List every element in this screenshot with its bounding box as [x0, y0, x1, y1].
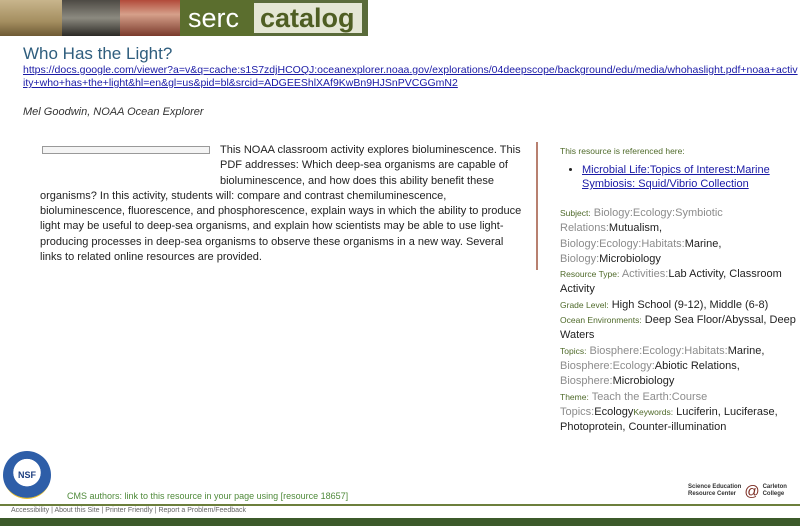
subject-group-1[interactable]: Biology:Ecology:Symbiotic Relations:	[560, 207, 723, 235]
ocean-env-value[interactable]: Deep Sea Floor/Abyssal, Deep Waters	[560, 314, 796, 342]
topics-group-1[interactable]: Biosphere:Ecology:Habitats:	[589, 344, 728, 357]
footer-links[interactable]: Accessibility | About this Site | Printer Friendly | Report a Problem/Feedback	[11, 507, 246, 514]
footer-rule	[0, 504, 800, 506]
referenced-heading: This resource is referenced here:	[560, 146, 685, 156]
description-spacer	[40, 143, 220, 185]
subject-value-1[interactable]: Mutualism,	[608, 222, 663, 235]
serc-carleton-logo[interactable]	[688, 484, 787, 498]
serc-logo-block	[688, 484, 741, 498]
carleton-logo-line1: Carleton	[762, 484, 787, 490]
metadata-panel	[560, 206, 796, 435]
subject-value-2[interactable]: Marine,	[684, 237, 722, 250]
topics-group-3[interactable]: Biosphere:	[560, 375, 613, 388]
nsf-logo-text: NSF	[18, 470, 36, 480]
resource-url-container	[23, 64, 799, 90]
carleton-logo-line2: College	[762, 491, 785, 497]
sidebar-divider	[536, 142, 538, 270]
subject-group-2[interactable]: Biology:Ecology:Habitats:	[560, 237, 685, 250]
resource-type-key: Resource Type:	[560, 269, 620, 280]
serc-logo-text[interactable]: serc	[180, 0, 254, 36]
keywords-value[interactable]: Luciferin, Luciferase, Photoprotein, Counter-illumination	[560, 405, 778, 434]
resource-type-value[interactable]: Lab Activity, Classroom Activity	[560, 268, 782, 296]
page-footer	[0, 504, 800, 526]
resource-description	[40, 143, 522, 265]
serc-logo-line1: Science Education	[688, 484, 742, 490]
referenced-list	[568, 163, 800, 191]
subject-key: Subject:	[560, 208, 591, 218]
description-text: This NOAA classroom activity explores bioluminescence. This PDF addresses: Which deep-sea organisms are capable of bioluminescence, and how does this ability benefit these organisms? In this activity, students will: compare and contrast chemiluminescence, bioluminescence, fluorescence, and phosphorescence, explain ways in which the ability to produce light may be useful to deep-sea organisms, and explain how scientists may be able to use light-producing processes in deep-sea organisms to observe these organisms in a new way. Several links to related online resources are provided.	[40, 144, 522, 264]
keywords-key: Keywords:	[633, 406, 674, 417]
nsf-logo[interactable]	[3, 451, 51, 499]
topics-value-1[interactable]: Marine,	[727, 344, 765, 357]
catalog-logo-text[interactable]: catalog	[254, 3, 362, 33]
theme-key: Theme:	[560, 391, 589, 402]
banner-photo-rock	[120, 0, 180, 36]
topics2-value[interactable]: Ecology	[594, 405, 634, 418]
topics2-group[interactable]: Topics:	[560, 405, 595, 418]
page-title: Who Has the Light?	[23, 44, 173, 63]
serc-logo-line2: Resource Center	[688, 491, 737, 497]
cms-authors-note: CMS authors: link to this resource in your page using [resource 18657]	[67, 491, 349, 501]
resource-author: Mel Goodwin, NOAA Ocean Explorer	[23, 106, 204, 118]
resource-type-group[interactable]: Activities:	[621, 268, 669, 281]
ocean-env-key: Ocean Environments:	[560, 315, 642, 326]
list-item	[582, 163, 800, 191]
banner-photo-lab	[62, 0, 120, 36]
banner-photos	[0, 0, 180, 36]
subject-group-3[interactable]: Biology:	[560, 252, 600, 265]
topics-value-2[interactable]: Abiotic Relations,	[654, 359, 740, 372]
at-icon: @	[744, 482, 760, 500]
header-banner[interactable]	[0, 0, 368, 36]
carleton-logo-block	[763, 484, 787, 498]
grade-level-value[interactable]: High School (9-12), Middle (6-8)	[611, 298, 769, 311]
topics-key: Topics:	[560, 345, 587, 356]
topics-group-2[interactable]: Biosphere:Ecology:	[560, 359, 655, 372]
grade-level-key: Grade Level:	[560, 299, 609, 310]
referenced-link[interactable]: Microbial Life:Topics of Interest:Marine Symbiosis: Squid/Vibrio Collection	[582, 164, 770, 190]
subject-value-3[interactable]: Microbiology	[599, 252, 661, 265]
topics-value-3[interactable]: Microbiology	[612, 375, 675, 388]
banner-photo-field	[0, 0, 62, 36]
resource-url-link[interactable]: https://docs.google.com/viewer?a=v&q=cache:s1S7zdjHCOQJ:oceanexplorer.noaa.gov/explorations/04deepscope/background/edu/media/whohaslight.pdf+noaa+activity+who+has+the+light&hl=en&gl=us&pid=bl&srcid=ADGEEShlXAf9KwBn9HJSnPVCGGmN2	[23, 64, 798, 89]
footer-bar	[0, 518, 800, 526]
theme-value[interactable]: Teach the Earth:Course	[591, 390, 708, 403]
